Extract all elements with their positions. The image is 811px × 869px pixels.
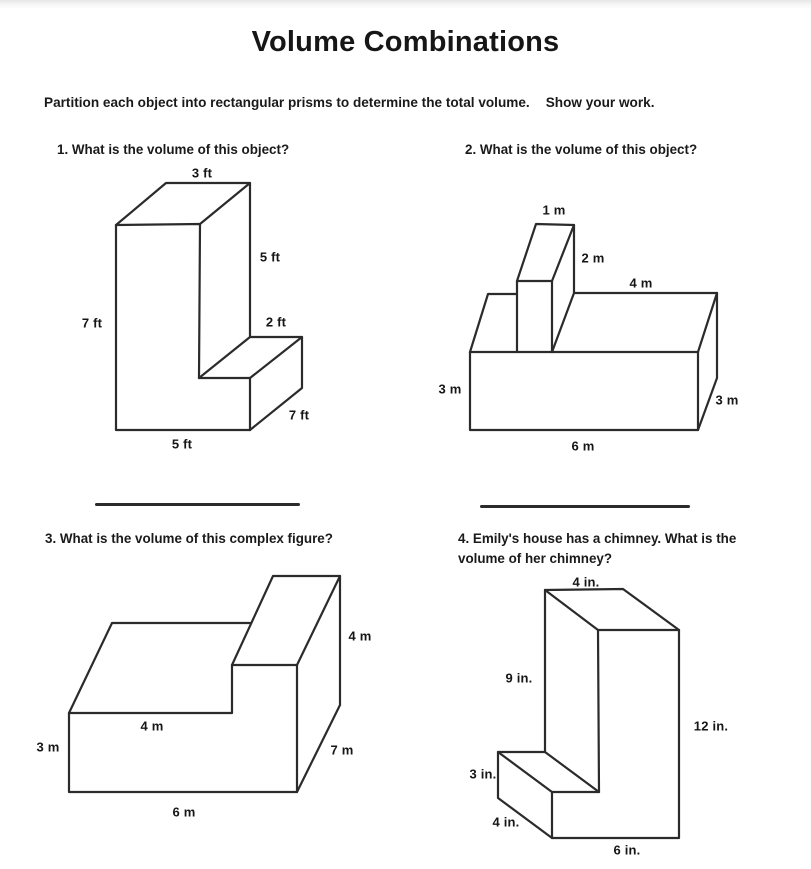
fig4-step-diag-back (545, 752, 599, 792)
instruction-show-work: Show your work. (545, 95, 655, 110)
fig2-dim-top-right: 4 m (629, 275, 653, 291)
fig3-dim-bottom: 6 m (172, 804, 196, 820)
fig2-dim-right: 3 m (715, 392, 739, 408)
fig1-dim-bottom: 5 ft (171, 436, 193, 452)
fig1-dim-upper-right: 5 ft (259, 249, 281, 265)
instruction-text: Partition each object into rectangular prisms to determine the total volume. (44, 95, 530, 110)
fig3-front-outline (69, 665, 297, 792)
figure-3-step-prism (69, 576, 340, 792)
figure-1-l-prism (116, 183, 302, 430)
question-4-prompt: 4. Emily's house has a chimney. What is the volume of her chimney? (458, 531, 737, 566)
fig2-dim-chimney-top: 1 m (542, 202, 566, 218)
fig4-left-side (498, 590, 552, 838)
fig4-step-diag-front (498, 752, 552, 792)
question-1-prompt: 1. What is the volume of this object? (57, 142, 290, 157)
fig2-box-top-left (470, 294, 517, 352)
fig1-dim-left: 7 ft (81, 315, 103, 331)
fig3-dim-left: 3 m (36, 739, 60, 755)
fig2-dim-bottom: 6 m (571, 438, 595, 454)
fig1-dim-step-height: 2 ft (265, 314, 287, 330)
answer-line-question-1 (95, 503, 300, 506)
question-2-prompt: 2. What is the volume of this object? (465, 142, 698, 157)
fig2-box-front-face (470, 352, 698, 430)
fig3-tall-top-right-diag (297, 576, 340, 665)
fig2-box-top-right-diag (698, 293, 717, 352)
fig1-right-face (199, 183, 250, 378)
fig1-step-top-edge (250, 337, 302, 378)
fig4-dim-lower-left: 3 in. (469, 766, 497, 782)
fig4-dim-depth: 4 in. (492, 814, 520, 830)
fig1-dim-depth: 7 ft (288, 407, 310, 423)
fig2-chimney-top-face (517, 224, 574, 281)
fig3-dim-top-front: 4 m (140, 718, 164, 734)
fig4-front-outline (552, 630, 679, 838)
fig2-box-right-face (698, 293, 717, 430)
fig2-dim-left: 3 m (438, 381, 462, 397)
fig3-dim-depth: 7 m (330, 742, 354, 758)
fig4-dim-right: 12 in. (693, 718, 729, 734)
page-title: Volume Combinations (251, 26, 560, 58)
fig4-top-left-diag (545, 590, 598, 630)
fig4-top-back-edge (545, 589, 679, 630)
fig2-chimney-front (517, 281, 552, 352)
fig4-dim-upper-left: 9 in. (505, 670, 533, 686)
fig4-dim-bottom: 6 in. (613, 842, 641, 858)
fig3-low-top-face (69, 623, 250, 713)
fig1-front-outline (116, 224, 250, 430)
fig1-dim-top: 3 ft (191, 165, 213, 181)
fig2-chimney-base-diag (552, 293, 574, 352)
fig2-dim-chimney-height: 2 m (581, 250, 605, 266)
question-3-prompt: 3. What is the volume of this complex figure? (45, 531, 333, 546)
fig1-top-face (116, 183, 250, 225)
fig4-dim-top: 4 in. (572, 574, 600, 590)
answer-line-question-2 (480, 505, 690, 508)
figure-4-chimney-prism (498, 589, 679, 838)
fig3-dim-upper-right: 4 m (348, 628, 372, 644)
